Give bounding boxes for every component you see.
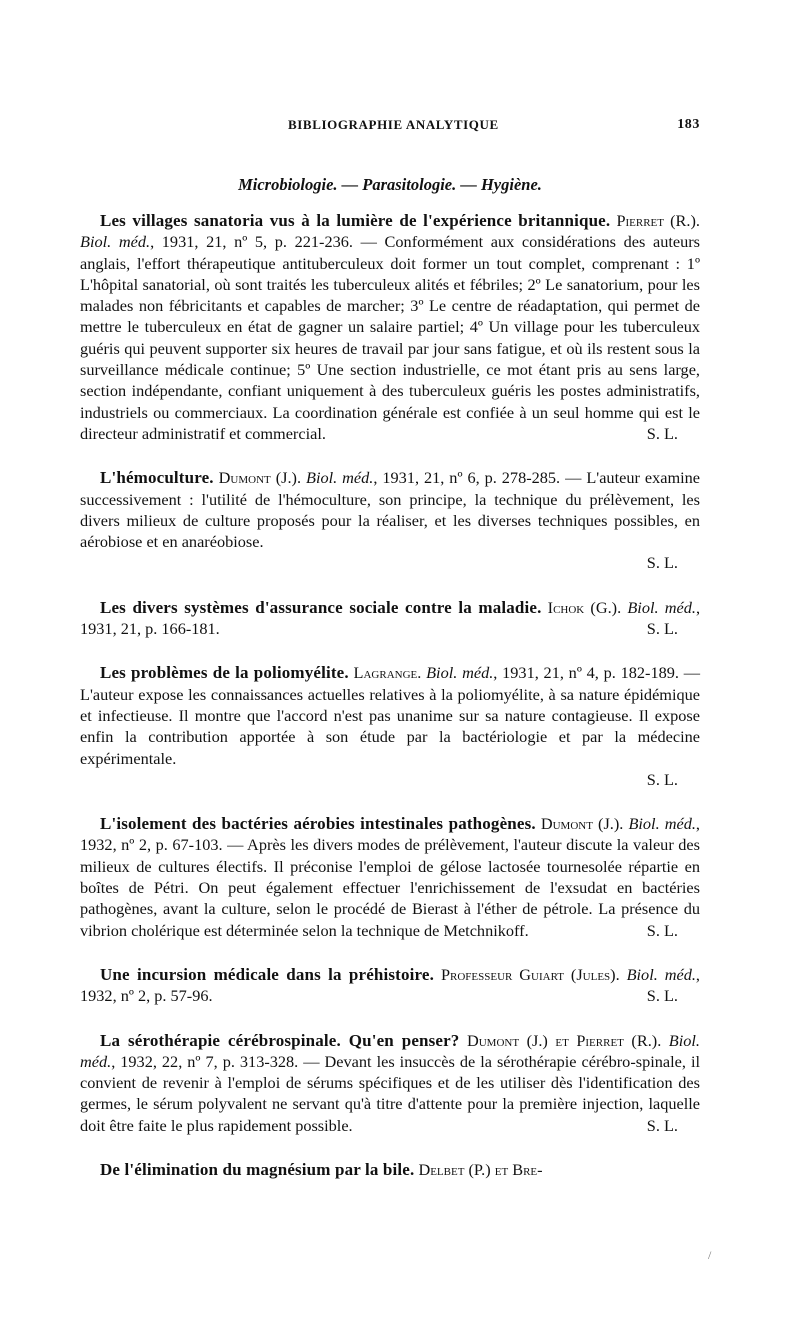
bibliography-entry (80, 210, 700, 444)
entry-title: Les divers systèmes d'assurance sociale contre la maladie. (100, 597, 542, 617)
page-mark: / (708, 1248, 712, 1262)
entry-citation: , 1932, nº 2, p. 67-103. (80, 814, 700, 855)
entry-citation: , 1931, 21, p. 166-181. (80, 597, 701, 639)
entry-body: — L'auteur expose les connaissances actuelles relatives à la poliomyélite, à sa nature épidémique et infectieuse. Il montre que l'accord n'est pas unanime sur sa nature contagieuse. Il expose enfin la contribution apportée à son étude par la bactériologie et par la médecine expérimentale. (80, 663, 701, 768)
entry-signature: S. L. (646, 423, 678, 443)
entry-body: — L'auteur examine successivement : l'utilité de l'hémoculture, son principe, la technique du prélèvement, les divers milieux de culture proposés pour la réaliser, et les diverses techniques possibles, en aérobiose et en anaréobiose. (80, 468, 700, 552)
entry-author: Professeur Guiart (Jules). (440, 964, 620, 984)
entry-signature: S. L. (646, 619, 678, 639)
entry-author: Lagrange. (353, 663, 422, 683)
entry-signature: S. L. (646, 553, 678, 573)
running-title: BIBLIOGRAPHIE ANALYTIQUE (288, 117, 499, 132)
bibliography-entry (80, 597, 700, 640)
entry-author: Dumont (J.) et Pierret (R.). (466, 1030, 662, 1050)
entry-journal: Biol. méd. (80, 232, 151, 252)
bibliography-entry (80, 964, 700, 1007)
entry-title: La sérothérapie cérébrospinale. Qu'en penser? (100, 1030, 460, 1050)
section-heading: Microbiologie. — Parasitologie. — Hygiène. (238, 175, 542, 194)
entry-citation: , 1931, 21, nº 4, p. 182-189. (493, 663, 679, 683)
entry-title: Les problèmes de la poliomyélite. (100, 663, 349, 683)
bibliography-entry (80, 662, 700, 790)
bibliography-entry (80, 467, 700, 573)
entry-author: Ichok (G.). (547, 597, 622, 617)
entry-author: Delbet (P.) et Bre- (418, 1159, 543, 1179)
entry-journal: Biol. méd. (306, 468, 374, 488)
entry-title: L'isolement des bactéries aérobies intestinales pathogènes. (100, 814, 536, 834)
entry-author: Dumont (J.). (218, 468, 302, 488)
bibliography-entries (80, 210, 700, 1203)
running-header (80, 117, 700, 135)
entry-citation: , 1932, 22, nº 7, p. 313-328. (111, 1051, 299, 1071)
entry-body: — Conformément aux considérations des auteurs anglais, l'effort thérapeutique antituberculeux doit former un tout complet, comprenant : 1º L'hôpital sanatorial, où sont traités les tuberculeux alités et fébriles; 2º Le sanatorium, pour les malades non fébricitants et capables de marcher; 3º Le centre de réadaptation, qui permet de mettre le tuberculeux en état de gagner un salaire partiel; 4º Un village pour les tuberculeux guéris qui peuvent supporter six heures de travail par jour sans fatigue, et où ils restent sous la surveillance médicale continue; 5º Une section industrielle, ce mot étant pris au sens large, section indépendante, confiant uniquement à des tuberculeux guéris les postes administratifs, industriels ou commerciaux. La coordination générale est confiée à un seul homme qui est le directeur administratif et commercial. (80, 232, 700, 443)
entry-signature: S. L. (646, 769, 678, 789)
entry-signature: S. L. (646, 920, 678, 940)
entry-author: Pierret (R.). (616, 211, 700, 230)
entry-title: Une incursion médicale dans la préhistoire. (100, 964, 434, 984)
entry-journal: Biol. méd. (426, 663, 494, 683)
entry-body: — Devant les insuccès de la sérothérapie cérébro-spinale, il convient de revenir à l'emploi de sérums spécifiques et de les utiliser dès l'identification des germes, le sérum polyvalent ne servant qu'à titre d'attente pour la première injection, laquelle doit être faite le plus rapidement possible. (80, 1051, 700, 1135)
page-number: 183 (677, 117, 700, 132)
bibliography-entry (80, 1030, 700, 1136)
entry-journal: Biol. méd. (80, 1030, 700, 1071)
entry-signature: S. L. (646, 1115, 678, 1135)
entry-author: Dumont (J.). (540, 814, 624, 834)
entry-citation: , 1932, nº 2, p. 57-96. (80, 964, 700, 1006)
entry-title: L'hémoculture. (100, 468, 214, 488)
entry-signature: S. L. (646, 986, 678, 1006)
bibliography-entry (80, 813, 700, 941)
entry-citation: , 1931, 21, nº 5, p. 221-236. (150, 232, 353, 252)
entry-body: — Après les divers modes de prélèvement, l'auteur discute la valeur des milieux de cultures électifs. Il préconise l'emploi de gélose lactosée tournesolée répartie en boîtes de Pétri. On peut également effectuer l'enrichissement de l'exsudat en bactéries pathogènes, avant la culture, selon le procédé de Bierast à l'éther de pétrole. La présence du vibrion cholérique est déterminée selon la technique de Metchnikoff. (80, 835, 700, 940)
entry-journal: Biol. méd. (628, 814, 696, 834)
entry-title: De l'élimination du magnésium par la bile. (100, 1159, 415, 1179)
entry-title: Les villages sanatoria vus à la lumière de l'expérience britannique. (100, 211, 611, 230)
entry-journal: Biol. méd. (626, 964, 696, 984)
entry-citation: , 1931, 21, nº 6, p. 278-285. (373, 468, 561, 488)
bibliography-entry (80, 1159, 700, 1180)
entry-journal: Biol. méd. (627, 597, 696, 617)
